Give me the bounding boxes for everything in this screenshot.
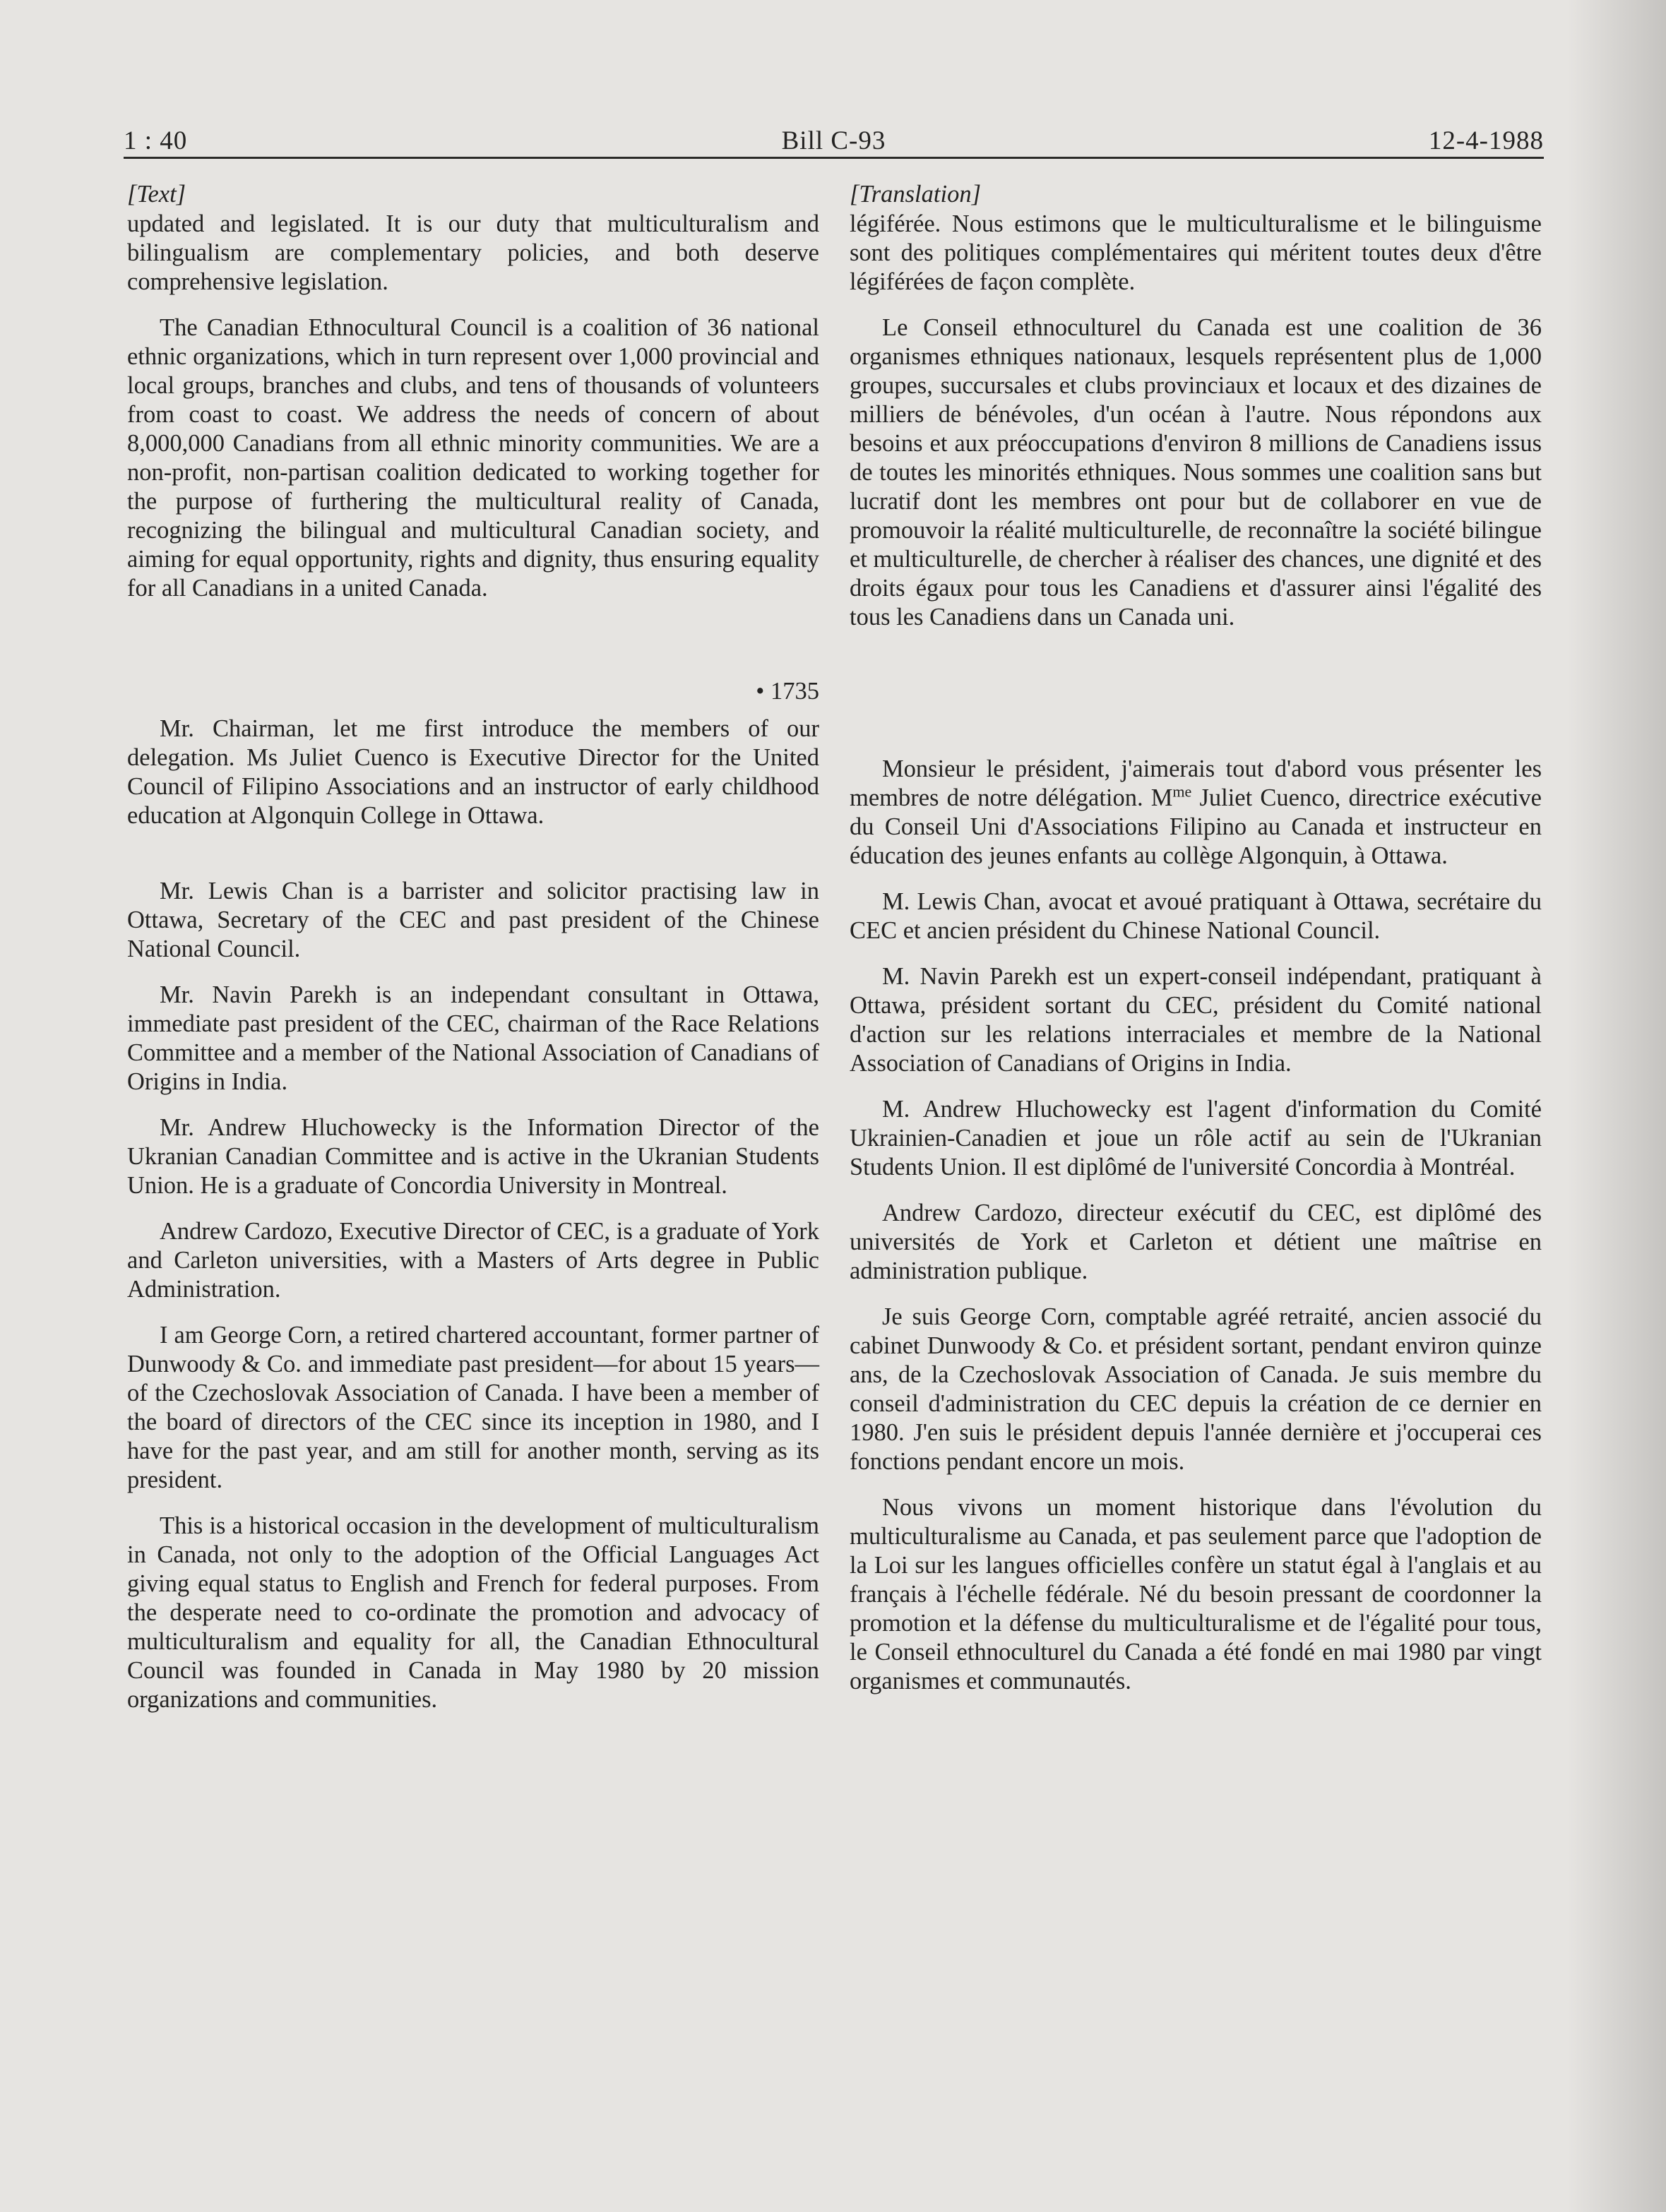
paragraph: Je suis George Corn, comptable agréé retraité, ancien associé du cabinet Dunwoody & Co. et président sortant, pendant environ quinze ans, de la Czechoslovak Association of Canada. Je suis membre du conseil d'administration du CEC depuis la création de ce dernier en 1980. J'en suis le président depuis l'année dernière et j'occuperai ces fonctions pendant encore un mois. <box>850 1303 1542 1475</box>
paragraph: Mr. Andrew Hluchowecky is the Information Director of the Ukranian Canadian Committee and is active in the Ukranian Students Union. He is a graduate of Concordia University in Montreal. <box>127 1114 819 1199</box>
paragraph: Nous vivons un moment historique dans l'évolution du multiculturalisme au Canada, et pas seulement parce que l'adoption de la Loi sur les langues officielles confère un statut égal à l'anglais et au français à l'échelle fédérale. Né du besoin pressant de coordonner la promotion et la défense du multiculturalisme et de l'égalité pour tous, le Conseil ethnoculturel du Canada a été fondé en mai 1980 par vingt organismes et communautés. <box>850 1494 1542 1694</box>
english-column <box>127 180 819 1731</box>
page-reference: 1 : 40 <box>124 126 188 155</box>
paragraph: M. Navin Parekh est un expert-conseil indépendant, pratiquant à Ottawa, président sortant du CEC, président du Comité national d'action sur les relations interraciales et membre de la National Association of Canadians of Origins in India. <box>850 963 1542 1077</box>
paragraph: I am George Corn, a retired chartered accountant, former partner of Dunwoody & Co. and immediate past president—for about 15 years—of the Czechoslovak Association of Canada. I have been a member of the board of directors of the CEC since its inception in 1980, and I have for the past year, and am still for another month, serving as its president. <box>127 1322 819 1493</box>
time-stamp: • 1735 <box>756 678 819 705</box>
paragraph: M. Andrew Hluchowecky est l'agent d'information du Comité Ukrainien-Canadien et joue un rôle actif au sein de l'Ukranian Students Union. Il est diplômé de l'université Concordia à Montréal. <box>850 1096 1542 1180</box>
paragraph: Mr. Lewis Chan is a barrister and solicitor practising law in Ottawa, Secretary of the CEC and past president of the Chinese National Council. <box>127 878 819 962</box>
text-marker: [Text] <box>127 181 186 208</box>
french-column <box>850 180 1542 1713</box>
paragraph: Andrew Cardozo, directeur exécutif du CEC, est diplômé des universités de York et Carleton et détient une maîtrise en administration publique. <box>850 1200 1542 1284</box>
header-date: 12-4-1988 <box>1428 126 1544 155</box>
spacer <box>127 847 819 877</box>
paragraph: légiférée. Nous estimons que le multiculturalisme et le bilinguisme sont des politiques complémentaires qui méritent toutes deux d'être légiférées de façon complète. <box>850 210 1542 295</box>
paragraph: Mr. Chairman, let me first introduce the members of our delegation. Ms Juliet Cuenco is Executive Director for the United Council of Filipino Associations and an instructor of early childhood education at Algonquin College in Ottawa. <box>127 715 819 829</box>
page-edge-shadow <box>1567 0 1666 2212</box>
paragraph-part: Juliet Cuenco, directrice exécutive du Conseil Uni d'Associations Filipino au Canada et instructeur en éducation des jeunes enfants au collège Algonquin, à Ottawa. <box>850 784 1542 869</box>
paragraph-part: Monsieur le président, j'aimerais tout d'abord vous présenter les membres de notre délégation. M <box>850 755 1542 811</box>
spacer <box>850 649 1542 755</box>
superscript: me <box>1172 782 1192 801</box>
paragraph: Mr. Navin Parekh is an independant consultant in Ottawa, immediate past president of the CEC, chairman of the Race Relations Committee and a member of the National Association of Canadians of Origins in India. <box>127 981 819 1095</box>
paragraph: The Canadian Ethnocultural Council is a coalition of 36 national ethnic organizations, which in turn represent over 1,000 provincial and local groups, branches and clubs, and tens of thousands of volunteers from coast to coast. We address the needs of concern of about 8,000,000 Canadians from all ethnic minority communities. We are a non-profit, non-partisan coalition dedicated to working together for the purpose of furthering the multicultural reality of Canada, recognizing the bilingual and multicultural Canadian society, and aiming for equal opportunity, rights and dignity, thus ensuring equality for all Canadians in a united Canada. <box>127 314 819 602</box>
paragraph: This is a historical occasion in the development of multiculturalism in Canada, not only to the adoption of the Official Languages Act giving equal status to English and French for federal purposes. From the desperate need to co-ordinate the promotion and advocacy of multiculturalism and equality for all, the Canadian Ethnocultural Council was founded in Canada in May 1980 by 20 mission organizations and communities. <box>127 1512 819 1713</box>
paragraph <box>850 755 1542 871</box>
translation-marker: [Translation] <box>850 181 981 208</box>
paragraph: Le Conseil ethnoculturel du Canada est une coalition de 36 organismes ethniques nationaux, lesquels représentent plus de 1,000 groupes, succursales et clubs provinciaux et locaux et des dizaines de milliers de bénévoles, d'un océan à l'autre. Nous répondons aux besoins et aux préoccupations d'environ 8 millions de Canadiens issus de toutes les minorités ethniques. Nous sommes une coalition sans but lucratif dont les membres ont pour but de collaborer en vue de promouvoir la réalité multiculturelle, de reconnaître la société bilingue et multiculturelle, de chercher à réaliser des chances, une dignité et des droits égaux pour tous les Canadiens et d'assurer ainsi l'égalité des tous les Canadiens dans un Canada uni. <box>850 314 1542 630</box>
paragraph: updated and legislated. It is our duty that multiculturalism and bilingualism are complementary policies, and both deserve comprehensive legislation. <box>127 210 819 295</box>
paragraph: M. Lewis Chan, avocat et avoué pratiquant à Ottawa, secrétaire du CEC et ancien président du Chinese National Council. <box>850 888 1542 944</box>
header-rule <box>124 157 1544 159</box>
page-header <box>124 126 1544 161</box>
paragraph: Andrew Cardozo, Executive Director of CEC, is a graduate of York and Carleton universities, with a Masters of Arts degree in Public Administration. <box>127 1218 819 1303</box>
bill-title: Bill C-93 <box>781 126 886 155</box>
